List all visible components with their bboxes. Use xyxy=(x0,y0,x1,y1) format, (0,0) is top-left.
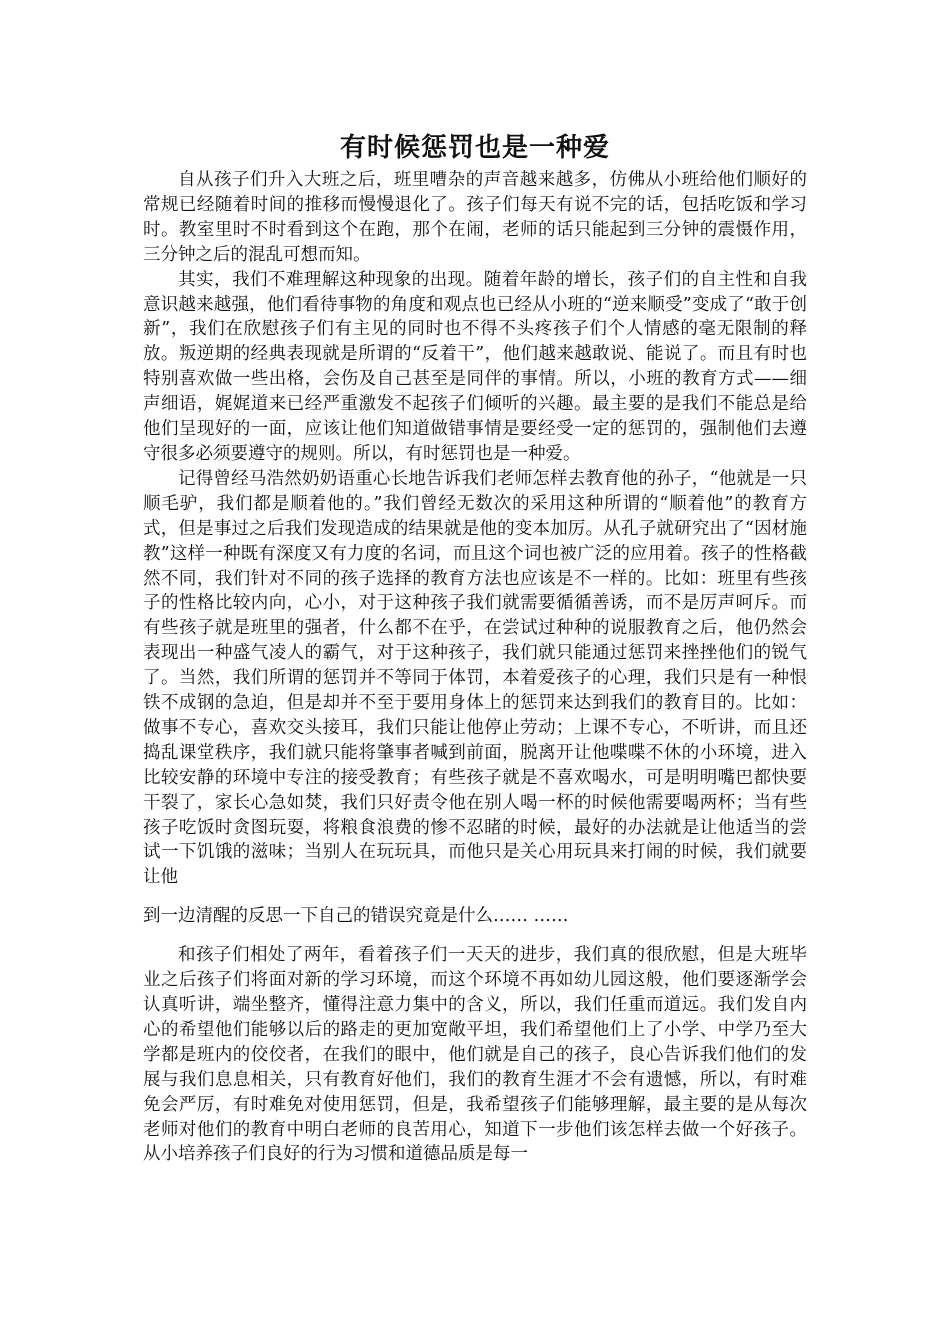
document-title: 有时候惩罚也是一种爱 xyxy=(339,133,610,163)
paragraph-3: 记得曾经马浩然奶奶语重心长地告诉我们老师怎样去教育他的孙子，“他就是一只顺毛驴，我们都是顺着他的。”我们曾经无数次的采用这种所谓的“顺着他”的教育方式，但是事过之后我们发现造成的结果就是他的变本加厉。从孔子就研究出了“因材施教”这样一种既有深度又有力度的名词，而且这个词也被广泛的应用着。孩子的性格截然不同，我们针对不同的孩子选择的教育方法也应该是不一样的。比如：班里有些孩子的性格比较内向，心小，对于这种孩子我们就需要循循善诱，而不是厉声呵斥。而有些孩子就是班里的强者，什么都不在乎，在尝试过种种的说服教育之后，他仍然会表现出一种盛气凌人的霸气，对于这种孩子，我们就只能通过惩罚来挫挫他们的锐气了。当然，我们所谓的惩罚并不等同于体罚，本着爱孩子的心理，我们只是有一种恨铁不成钢的急迫，但是却并不至于要用身体上的惩罚来达到我们的教育目的。比如：做事不专心，喜欢交头接耳，我们只能让他停止劳动；上课不专心，不听讲，而且还捣乱课堂秩序，我们就只能将肇事者喊到前面，脱离开让他喋喋不休的小环境，进入比较安静的环境中专注的接受教育；有些孩子就是不喜欢喝水，可是明明嘴巴都快要干裂了，家长心急如焚，我们只好责令他在别人喝一杯的时候他需要喝两杯；当有些孩子吃饭时贪图玩耍，将粮食浪费的惨不忍睹的时候，最好的办法就是让他适当的尝试一下饥饿的滋味；当别人在玩玩具，而他只是关心用玩具来打闹的时候，我们就要让他 xyxy=(143,468,807,888)
paragraph-4: 和孩子们相处了两年，看着孩子们一天天的进步，我们真的很欣慰，但是大班毕业之后孩子们将面对新的学习环境，而这个环境不再如幼儿园这般，他们要逐渐学会认真听讲，端坐整齐，懂得注意力集中的含义，所以，我们任重而道远。我们发自内心的希望他们能够以后的路走的更加宽敞平坦，我们希望他们上了小学、中学乃至大学都是班内的佼佼者，在我们的眼中，他们就是自己的孩子，良心告诉我们他们的发展与我们息息相关，只有教育好他们，我们的教育生涯才不会有遗憾，所以，有时难免会严厉，有时难免对使用惩罚，但是，我希望孩子们能够理解，最主要的是从每次老师对他们的教育中明白老师的良苦用心，知道下一步他们该怎样去做一个好孩子。从小培养孩子们良好的行为习惯和道德品质是每一 xyxy=(143,945,807,1165)
document-page xyxy=(143,128,807,1167)
paragraph-1: 自从孩子们升入大班之后，班里嘈杂的声音越来越多，仿佛从小班给他们顺好的常规已经随着时间的推移而慢慢退化了。孩子们每天有说不完的话，包括吃饭和学习时。教室里时不时看到这个在跑，那个在闹，老师的话只能起到三分钟的震慑作用，三分钟之后的混乱可想而知。 xyxy=(143,170,807,265)
paragraph-3-continuation: 到一边清醒的反思一下自己的错误究竟是什么…… …… xyxy=(143,906,569,927)
paragraph-2: 其实，我们不难理解这种现象的出现。随着年龄的增长，孩子们的自主性和自我意识越来越强，他们看待事物的角度和观点也已经从小班的“逆来顺受”变成了“敢于创新”，我们在欣慰孩子们有主见的同时也不得不头疼孩子们个人情感的毫无限制的释放。叛逆期的经典表现就是所谓的“反着干”，他们越来越敢说、能说了。而且有时也特别喜欢做一些出格，会伤及自己甚至是同伴的事情。所以，小班的教育方式——细声细语，娓娓道来已经严重激发不起孩子们倾听的兴趣。最主要的是我们不能总是给他们呈现好的一面，应该让他们知道做错事情是要经受一定的惩罚的，强制他们去遵守很多必须要遵守的规则。所以，有时惩罚也是一种爱。 xyxy=(143,269,807,464)
